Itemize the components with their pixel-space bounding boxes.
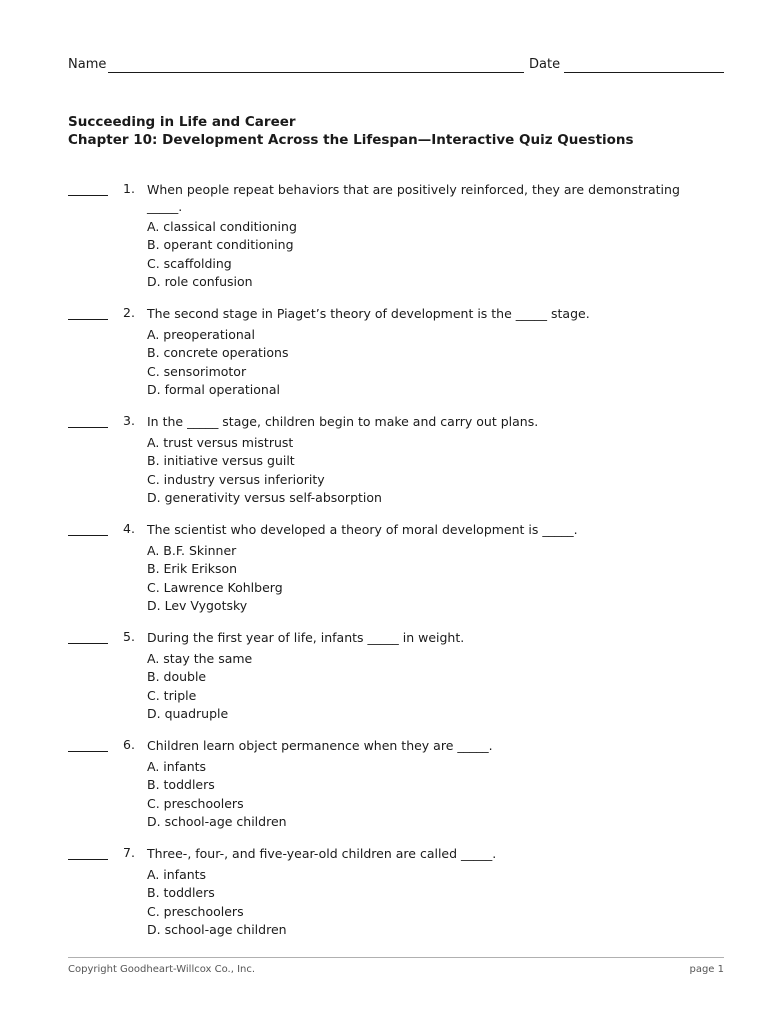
option-a: A. stay the same (147, 651, 253, 666)
question-5 (68, 629, 728, 724)
option-d: D. Lev Vygotsky (147, 597, 248, 613)
question-7 (68, 845, 728, 940)
answer-blank[interactable] (68, 427, 108, 428)
copyright-notice: Copyright Goodheart-Willcox Co., Inc. (68, 964, 256, 975)
option-b: B. operant conditioning (147, 237, 294, 253)
answer-blank[interactable] (68, 643, 108, 644)
answer-options (147, 650, 252, 723)
answer-options (147, 758, 287, 831)
question-number: 7. (123, 845, 135, 860)
question-text: During the first year of life, infants _____ in weight. (147, 630, 465, 645)
question-2 (68, 305, 728, 400)
option-b: B. initiative versus guilt (147, 453, 295, 469)
option-a: A. B.F. Skinner (147, 543, 237, 558)
date-field[interactable] (564, 72, 724, 73)
option-b: B. concrete operations (147, 345, 289, 361)
option-a: A. classical conditioning (147, 219, 297, 234)
answer-options (147, 542, 283, 615)
question-4 (68, 521, 728, 616)
option-c: C. Lawrence Kohlberg (147, 579, 283, 595)
page-number: page 1 (689, 964, 724, 975)
date-label: Date (529, 57, 561, 72)
option-c: C. triple (147, 687, 197, 703)
answer-options (147, 866, 287, 939)
option-c: C. scaffolding (147, 255, 232, 271)
option-d: D. school-age children (147, 813, 287, 829)
answer-blank[interactable] (68, 195, 108, 196)
answer-blank[interactable] (68, 319, 108, 320)
question-number: 4. (123, 521, 135, 536)
question-3 (68, 413, 728, 508)
question-text: The scientist who developed a theory of moral development is _____. (147, 522, 578, 537)
option-d: D. school-age children (147, 921, 287, 937)
answer-options (147, 326, 289, 399)
answer-options (147, 218, 297, 291)
question-text: In the _____ stage, children begin to make and carry out plans. (147, 414, 539, 429)
option-d: D. role confusion (147, 273, 253, 289)
question-text: The second stage in Piaget’s theory of development is the _____ stage. (147, 306, 590, 321)
option-c: C. sensorimotor (147, 363, 247, 379)
option-b: B. Erik Erikson (147, 561, 238, 577)
answer-blank[interactable] (68, 535, 108, 536)
name-field[interactable] (108, 72, 524, 73)
question-number: 2. (123, 305, 135, 320)
book-title: Succeeding in Life and Career (68, 114, 296, 130)
option-b: B. double (147, 669, 207, 685)
option-b: B. toddlers (147, 885, 215, 901)
chapter-title: Chapter 10: Development Across the Lifespan—Interactive Quiz Questions (68, 132, 634, 148)
question-1 (68, 181, 728, 291)
question-number: 1. (123, 181, 135, 196)
option-d: D. formal operational (147, 381, 280, 397)
option-c: C. preschoolers (147, 795, 244, 811)
answer-blank[interactable] (68, 859, 108, 860)
option-a: A. preoperational (147, 327, 255, 342)
question-text: Children learn object permanence when they are _____. (147, 738, 493, 753)
footer-divider (68, 957, 724, 958)
name-label: Name (68, 57, 107, 72)
option-a: A. trust versus mistrust (147, 435, 294, 450)
answer-options (147, 434, 382, 507)
option-c: C. industry versus inferiority (147, 471, 325, 487)
option-a: A. infants (147, 759, 207, 774)
question-number: 6. (123, 737, 135, 752)
option-d: D. generativity versus self-absorption (147, 489, 382, 505)
answer-blank[interactable] (68, 751, 108, 752)
option-b: B. toddlers (147, 777, 215, 793)
question-text: When people repeat behaviors that are positively reinforced, they are demonstrating _____. (147, 182, 680, 214)
option-d: D. quadruple (147, 705, 229, 721)
question-6 (68, 737, 728, 832)
question-number: 3. (123, 413, 135, 428)
header-fields (68, 57, 724, 77)
option-a: A. infants (147, 867, 207, 882)
document-title (68, 113, 748, 149)
question-number: 5. (123, 629, 135, 644)
option-c: C. preschoolers (147, 903, 244, 919)
question-text: Three-, four-, and five-year-old children are called _____. (147, 846, 497, 861)
